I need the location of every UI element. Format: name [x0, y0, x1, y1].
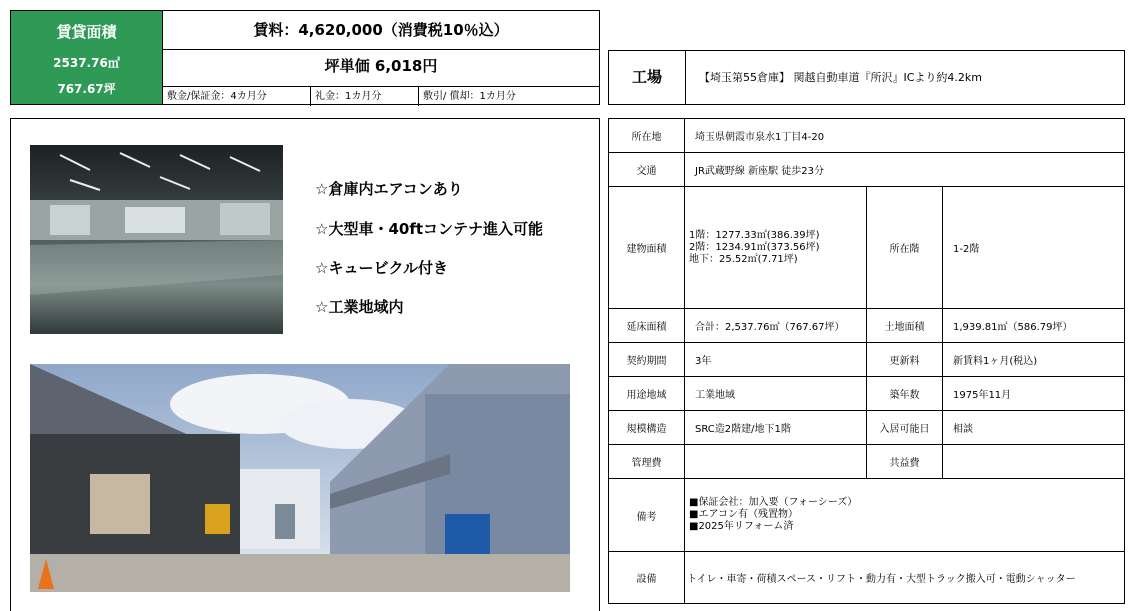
building-area-value: [685, 187, 867, 309]
rental-area-title: 賃貸面積: [56, 23, 117, 41]
building-area-line: 1階：1277.33㎡(386.39坪): [689, 229, 820, 241]
built-label: 築年数: [867, 377, 943, 411]
land-area-label: 土地面積: [867, 309, 943, 343]
rental-area-sqm: 2537.76㎡: [53, 56, 120, 70]
key-money-term: 礼金：1カ月分: [311, 87, 419, 106]
contract-label: 契約期間: [609, 343, 685, 377]
floor-value: 1-2階: [943, 187, 1124, 309]
warehouse-exterior-photo: [30, 364, 570, 592]
building-area-label: 建物面積: [609, 187, 685, 309]
remarks-line: ■エアコン有（残置物）: [689, 509, 798, 520]
contract-value: 3年: [685, 343, 867, 377]
feature-cubicle: ☆キュービクル付き: [315, 259, 448, 277]
common-fee-value: [943, 445, 1124, 479]
access-value: JR武蔵野線 新座駅 徒歩23分: [685, 153, 1124, 187]
warehouse-interior-photo: [30, 145, 283, 334]
structure-value: SRC造2階建/地下1階: [685, 411, 867, 445]
land-area-value: 1,939.81㎡（586.79坪）: [943, 309, 1124, 343]
rent-price: 賃料：4,620,000（消費税10％込）: [163, 11, 599, 50]
rental-area-tsubo: 767.67坪: [57, 82, 116, 96]
floor-label: 所在階: [867, 187, 943, 309]
equipment-value: トイレ・車寄・荷積スペース・リフト・動力有・大型トラック搬入可・電動シャッター: [687, 574, 1076, 585]
feature-industrial-zone: ☆工業地域内: [315, 298, 404, 316]
management-label: 管理費: [609, 445, 685, 479]
structure-label: 規模構造: [609, 411, 685, 445]
lease-terms: [163, 86, 599, 106]
feature-aircon: ☆倉庫内エアコンあり: [315, 180, 463, 198]
rental-area-block: [10, 10, 163, 105]
zoning-value: 工業地域: [685, 377, 867, 411]
remarks-line: ■2025年リフォーム済: [689, 521, 794, 532]
remarks-line: ■保証会社：加入要（フォーシーズ）: [689, 497, 858, 508]
management-value: [685, 445, 867, 479]
move-in-value: 相談: [943, 411, 1124, 445]
unit-price: 坪単価 6,018円: [324, 57, 438, 75]
renewal-label: 更新料: [867, 343, 943, 377]
common-fee-label: 共益費: [867, 445, 943, 479]
total-floor-label: 延床面積: [609, 309, 685, 343]
renewal-value: 新賃料1ヶ月(税込): [943, 343, 1124, 377]
location-value: 埼玉県朝霞市泉水1丁目4-20: [685, 119, 1124, 153]
property-type: 工場: [609, 51, 686, 104]
zoning-label: 用途地域: [609, 377, 685, 411]
feature-large-truck: ☆大型車・40ftコンテナ進入可能: [315, 220, 544, 238]
total-floor-value: 合計：2,537.76㎡（767.67坪）: [685, 309, 867, 343]
remarks-value: [685, 479, 1124, 552]
property-info-table: [608, 118, 1125, 604]
property-headline: 【埼玉第55倉庫】 関越自動車道『所沢』ICより約4.2km: [699, 71, 982, 84]
building-area-line: 2階：1234.91㎡(373.56坪): [689, 241, 820, 253]
building-area-line: 地下：25.52㎡(7.71坪): [689, 253, 798, 265]
property-header: [608, 50, 1125, 105]
access-label: 交通: [609, 153, 685, 187]
built-value: 1975年11月: [943, 377, 1124, 411]
deposit-term: 敷金/保証金：4カ月分: [163, 87, 311, 106]
price-box: [163, 10, 600, 105]
equipment-label: 設備: [609, 552, 685, 603]
move-in-label: 入居可能日: [867, 411, 943, 445]
location-label: 所在地: [609, 119, 685, 153]
amortization-term: 敷引/ 償却：1カ月分: [423, 91, 516, 102]
remarks-label: 備考: [609, 479, 685, 552]
